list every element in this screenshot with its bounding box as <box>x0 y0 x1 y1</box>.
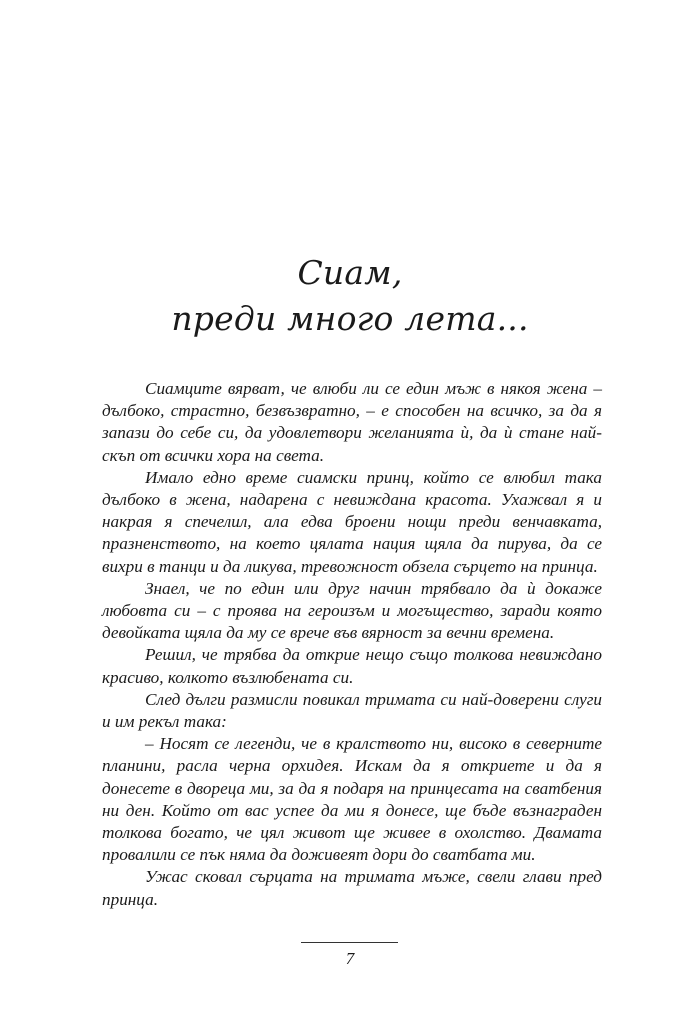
footer-divider <box>301 942 398 943</box>
paragraph: Имало едно време сиамски принц, който се влюбил така дълбоко в жена, надарена с невиждана красота. Ухажвал я и накрая я спечелил, ала едва броени нощи преди венчавката, празненството, на което цялата нация щяла да пирува, да се вихри в танци и да ликува, тревожност обзела сърцето на принца. <box>102 467 602 576</box>
paragraph: Решил, че трябва да открие нещо също толкова невиждано красиво, колкото възлюбената си. <box>102 645 602 687</box>
page-number: 7 <box>345 949 355 968</box>
chapter-title-line-1: Сиам, <box>297 253 403 292</box>
chapter-title <box>0 250 700 342</box>
paragraph: Ужас сковал сърцата на тримата мъже, свели глави пред принца. <box>102 867 602 909</box>
paragraph: – Носят се легенди, че в кралството ни, високо в северните планини, расла черна орхидея. Искам да я откриете и да я донесете в двореца ми, за да я подаря на принцесата на сватбения ни ден. Който от вас успее да ми я донесе, ще бъде възнаграден толкова богато, че цял живот ще живее в охолство. Двамата провалили се пък няма да доживеят дори до сватбата ми. <box>102 734 602 865</box>
paragraph: След дълги размисли повикал тримата си най-доверени слуги и им рекъл така: <box>102 689 602 732</box>
chapter-title-line-2: преди много лета... <box>171 299 529 338</box>
paragraph: Знаел, че по един или друг начин трябвало да ѝ докаже любовта си – с проява на героизъм и могъщество, заради която девойката щяла да му се врече във вярност за вечни времена. <box>102 578 602 643</box>
chapter-body <box>102 378 602 911</box>
paragraph: Сиамците вярват, че влюби ли се един мъж в някоя жена – дълбоко, страстно, безвъзвратно, – е способен на всичко, за да я запази до себе си, да удовлетвори желанията ѝ, да ѝ стане най-скъп от всички хора на света. <box>102 379 602 465</box>
